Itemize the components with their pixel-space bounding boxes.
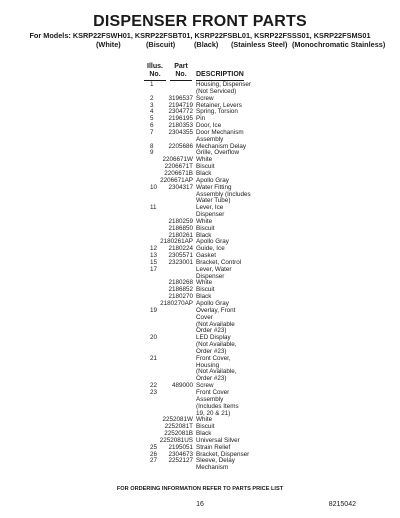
part-description: Universal Silver	[196, 436, 240, 444]
part-no: 2252081US	[159, 436, 193, 444]
part-no: 2206671W	[162, 156, 193, 164]
part-description: Biscuit	[196, 163, 215, 171]
part-description: (Includes Items	[196, 402, 239, 410]
illus-no: 3	[150, 101, 154, 109]
part-description: Bracket, Dispenser	[196, 450, 250, 458]
color-stainless-steel: (Stainless Steel)	[231, 40, 288, 49]
part-description: Apollo Gray	[196, 300, 229, 307]
part-no: 2304355	[168, 128, 193, 136]
illus-no: 25	[150, 443, 158, 451]
color-biscuit: (Biscuit)	[146, 40, 176, 49]
part-no: 2180270	[168, 293, 193, 301]
part-no: 2180261AP	[160, 238, 193, 246]
illus-no: 6	[150, 122, 154, 130]
part-description: Black	[196, 293, 212, 301]
part-description: Biscuit	[196, 286, 215, 294]
model-list: For Models: KSRP22FSWH01, KSRP22FSBT01, KSRP22FSBL01, KSRP22FSSS01, KSRP22FSMS01	[29, 31, 371, 40]
part-description: Grille, Overflow	[196, 149, 240, 157]
part-no: 2196195	[168, 115, 193, 123]
part-description: Screw	[196, 94, 214, 102]
color-monochromatic-stainless: (Monochromatic Stainless)	[292, 40, 386, 49]
part-no: 2180261	[168, 231, 193, 239]
part-description: Gasket	[196, 252, 216, 260]
part-description: Cover	[196, 313, 213, 321]
part-no: 2206671T	[164, 163, 193, 171]
illus-no: 1	[150, 81, 154, 88]
part-description: Assembly	[196, 395, 224, 403]
part-no: 2252081B	[164, 430, 193, 438]
illus-no: 5	[150, 115, 154, 123]
part-no: 2323001	[168, 258, 193, 266]
illus-no: 10	[150, 183, 158, 191]
part-no: 2186850	[168, 224, 193, 232]
part-no: 2180224	[168, 245, 193, 253]
parts-table	[0, 82, 400, 472]
illus-no: 12	[150, 245, 158, 253]
part-description: Assembly	[196, 135, 224, 143]
illus-no: 4	[150, 108, 154, 116]
part-description: Water Fitting	[196, 183, 232, 191]
part-description: White	[196, 416, 213, 424]
illus-no: 17	[150, 265, 158, 273]
illus-header-rule	[144, 80, 166, 81]
illus-no: 20	[150, 334, 158, 342]
illus-no: 15	[150, 258, 158, 266]
part-description: Spring, Torsion	[196, 108, 238, 116]
part-description: Housing, Dispenser	[196, 81, 251, 88]
part-header-rule	[170, 80, 192, 81]
part-no: 2252127	[168, 457, 193, 465]
part-no: 2305571	[168, 252, 193, 260]
part-description: Guide, Ice	[196, 245, 225, 253]
color-white: (White)	[96, 40, 121, 49]
part-no: 2180353	[168, 122, 193, 130]
part-description: Sleeve, Delay	[196, 457, 235, 465]
part-description: White	[196, 217, 213, 225]
part-description: Front Cover	[196, 388, 230, 396]
illus-no: 23	[150, 388, 158, 396]
part-no: 2304317	[168, 183, 193, 191]
part-description: (Not Serviced)	[196, 87, 237, 95]
part-description: 19, 20 & 21)	[196, 409, 231, 417]
part-description: (Not Available	[196, 320, 235, 328]
part-no: 2304772	[168, 108, 193, 116]
part-description: Assembly (Includes	[196, 190, 251, 198]
part-description: Order #23)	[196, 375, 227, 383]
illus-no: 21	[150, 354, 158, 362]
part-description: Strain Relief	[196, 443, 231, 451]
part-description: Lever, Water	[196, 265, 232, 273]
color-black: (Black)	[194, 40, 219, 49]
part-no: 489000	[171, 382, 193, 390]
part-description: Mechanism	[196, 464, 229, 472]
part-no-header: Part No.	[174, 63, 188, 78]
document-code: 8215042	[328, 501, 356, 508]
page-title: DISPENSER FRONT PARTS	[93, 13, 307, 30]
illus-no: 8	[150, 142, 154, 150]
part-description: Black	[196, 231, 212, 239]
part-description: Water Tube)	[196, 197, 231, 205]
page-number: 16	[196, 501, 204, 508]
part-no: 2252081W	[162, 416, 193, 424]
part-no: 2186852	[168, 286, 193, 294]
part-description: Door, Ice	[196, 122, 222, 130]
part-no: 2206671B	[164, 169, 193, 177]
part-description: Lever, Ice	[196, 204, 224, 212]
illus-no: 13	[150, 252, 158, 260]
part-description: Door Mechanism	[196, 128, 244, 136]
part-description: LED Display	[196, 334, 231, 342]
part-no: 2194719	[168, 101, 193, 109]
part-description: Apollo Gray	[196, 238, 229, 246]
part-description: Retainer, Levers	[196, 101, 242, 109]
illus-no: 7	[150, 128, 154, 136]
part-description: White	[196, 279, 213, 287]
table-row	[0, 465, 400, 472]
part-description: White	[196, 156, 213, 164]
part-no: 2195051	[168, 443, 193, 451]
part-description: Order #23)	[196, 327, 227, 335]
part-no: 2304673	[168, 450, 193, 458]
description-header: DESCRIPTION	[196, 71, 244, 78]
illus-no: 2	[150, 94, 154, 102]
part-description: Mechanism Delay	[196, 142, 247, 150]
illus-no: 11	[150, 204, 157, 212]
ordering-note: FOR ORDERING INFORMATION REFER TO PARTS PRICE LIST	[116, 486, 284, 492]
part-description: (Not Available,	[196, 368, 237, 376]
illus-no: 22	[150, 382, 158, 390]
part-no: 3196537	[168, 94, 193, 102]
part-no: 2180259	[168, 217, 193, 225]
part-no: 2180268	[168, 279, 193, 287]
illus-no: 26	[150, 450, 158, 458]
part-no: 2205686	[168, 142, 193, 150]
part-description: Bracket, Control	[196, 258, 242, 266]
part-description: Front Cover,	[196, 354, 231, 362]
illus-no-header: Illus. No.	[147, 63, 163, 78]
part-no: 2180270AP	[160, 300, 193, 307]
part-description: (Not Available,	[196, 341, 237, 349]
part-description: Overlay, Front	[196, 306, 236, 314]
part-description: Housing	[196, 361, 220, 369]
part-description: Black	[196, 430, 212, 438]
part-no: 2206671AP	[160, 176, 193, 184]
part-description: Order #23)	[196, 347, 227, 355]
part-description: Biscuit	[196, 423, 215, 431]
part-description: Screw	[196, 382, 214, 390]
part-no: 2252081T	[164, 423, 193, 431]
part-description: Black	[196, 169, 212, 177]
illus-no: 19	[150, 306, 158, 314]
part-description: Pin	[196, 115, 206, 123]
illus-no: 27	[150, 457, 158, 465]
illus-no: 9	[150, 149, 154, 157]
part-description: Apollo Gray	[196, 176, 229, 184]
part-description: Biscuit	[196, 224, 215, 232]
part-description: Dispenser	[196, 211, 225, 219]
part-description: Dispenser	[196, 272, 225, 280]
